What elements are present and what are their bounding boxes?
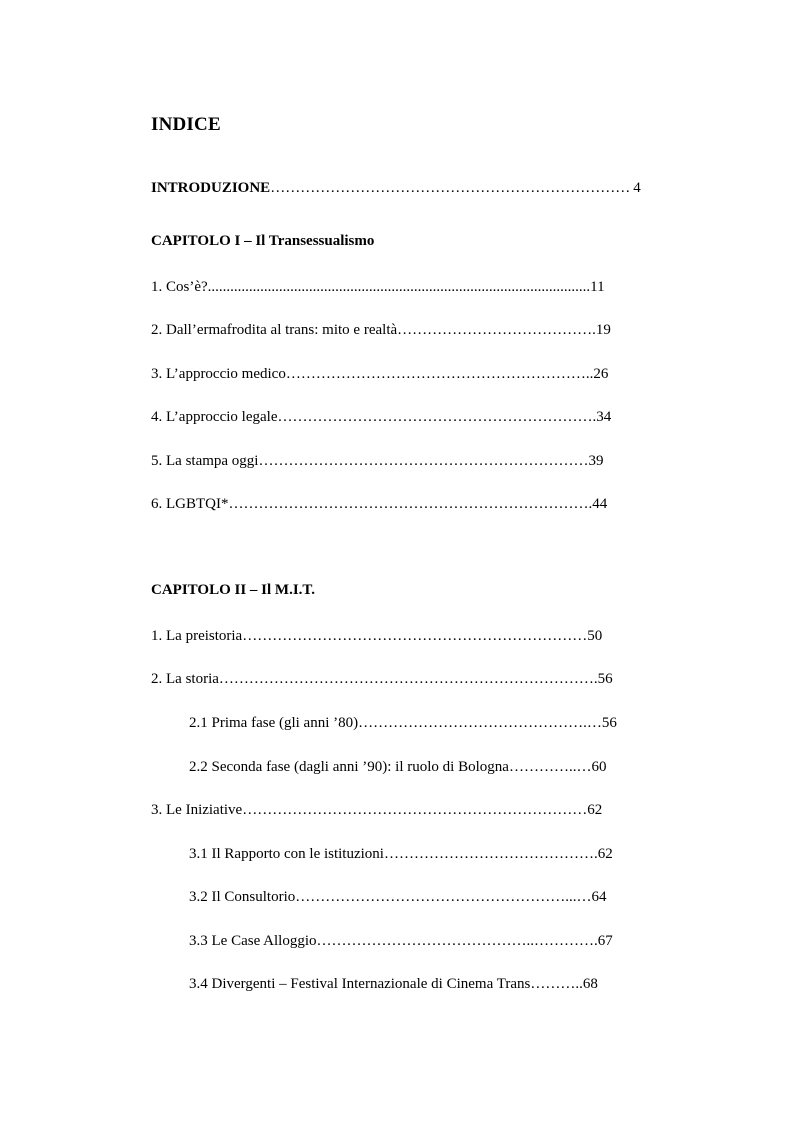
page-title: INDICE [151,114,221,135]
toc-label: 3.1 Il Rapporto con le istituzioni [189,846,384,862]
toc-label: 5. La stampa oggi [151,453,259,469]
toc-label: INTRODUZIONE [151,180,271,196]
toc-label: 3.4 Divergenti – Festival Internazionale di Cinema Trans [189,976,531,992]
toc-label: 4. L’approccio legale [151,409,278,425]
toc-page-number: 64 [591,889,607,905]
toc-page-number: 56 [597,671,613,687]
toc-page-number: 56 [601,715,617,731]
toc-page-number: 67 [597,933,613,949]
toc-leader: …………………………………………………….. [285,366,594,382]
toc-leader: …………………………………………………………………. [218,671,598,687]
toc-entry [151,494,607,514]
chapter-2-heading: CAPITOLO II – Il M.I.T. [151,582,316,598]
toc-page-number: 62 [587,802,603,818]
toc-page-number: 68 [582,976,598,992]
toc-label: 3.2 Il Consultorio [189,889,296,905]
toc-page-number: 44 [592,496,608,512]
toc-leader: ...................................................................................................... [207,279,591,295]
toc-subentry [189,844,613,864]
toc-page-number: 39 [588,453,604,469]
toc-label: 2. La storia [151,671,219,687]
toc-leader: ……….. [530,976,583,992]
toc-page-number: 4 [633,180,641,196]
toc-leader: ………………………………………………………………. [228,496,593,512]
toc-page-number: 19 [595,322,611,338]
toc-page-number: 34 [596,409,612,425]
toc-leader: …………..… [508,759,592,775]
toc-label: 1. Cos’è? [151,279,208,295]
toc-label: 3. Le Iniziative [151,802,243,818]
toc-label: 2. Dall’ermafrodita al trans: mito e realtà [151,322,398,338]
toc-leader: ………………………………………………………. [277,409,597,425]
toc-entry [151,669,613,689]
toc-page-number: 62 [597,846,613,862]
toc-entry [151,320,611,340]
toc-subentry [189,887,607,907]
toc-entry [151,626,602,646]
toc-leader: ………………………………………………...… [295,889,592,905]
toc-label: 3. L’approccio medico [151,366,286,382]
toc-page-number: 11 [590,279,605,295]
toc-leader: ……………………………………………………………… [270,180,631,196]
chapter-1-heading: CAPITOLO I – Il Transessualismo [151,233,375,249]
toc-leader: ………………………………………………………… [258,453,589,469]
toc-page-number: 50 [587,628,603,644]
toc-leader: …………………………………. [397,322,596,338]
toc-entry-introduzione [151,178,641,198]
toc-subentry [189,757,606,777]
toc-entry [151,451,603,471]
toc-entry [151,277,605,297]
toc-leader: ……………………………………. [383,846,598,862]
toc-label: 2.2 Seconda fase (dagli anni ’90): il ruolo di Bologna [189,759,509,775]
toc-leader: ……………………………………….… [358,715,602,731]
toc-label: 1. La preistoria [151,628,243,644]
toc-entry [151,364,608,384]
toc-subentry [189,713,617,733]
toc-label: 3.3 Le Case Alloggio [189,933,317,949]
toc-leader: …………………………………………………………… [242,628,588,644]
toc-leader: …………………………………………………………… [242,802,588,818]
toc-entry [151,407,611,427]
toc-subentry [189,931,613,951]
toc-page-number: 60 [591,759,607,775]
toc-page-number: 26 [593,366,609,382]
toc-label: 2.1 Prima fase (gli anni ’80) [189,715,359,731]
toc-entry [151,800,602,820]
toc-leader: ……………………………………..…………. [316,933,598,949]
toc-label: 6. LGBTQI* [151,496,229,512]
toc-subentry [189,974,598,994]
